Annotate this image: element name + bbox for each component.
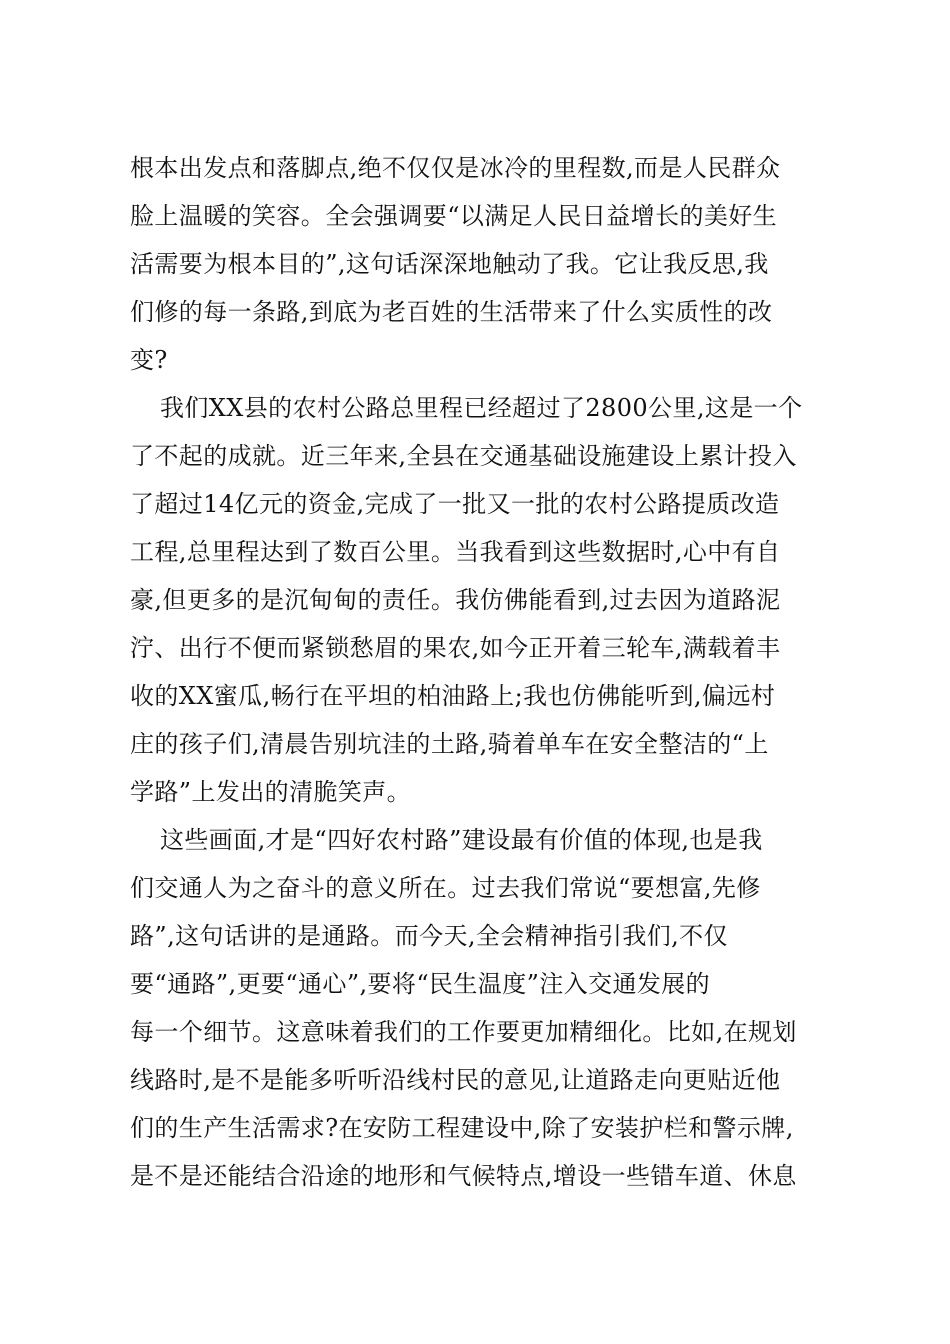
text-line: 活需要为根本目的”,这句话深深地触动了我。它让我反思,我 [130, 250, 769, 278]
text-line: 了不起的成就。近三年来,全县在交通基础设施建设上累计投入 [130, 442, 797, 470]
text-line: 们修的每一条路,到底为老百姓的生活带来了什么实质性的改 [130, 298, 773, 326]
text-line: 是不是还能结合沿途的地形和气候特点,增设一些错车道、休息 [130, 1162, 797, 1190]
text-line: 线路时,是不是能多听听沿线村民的意见,让道路走向更贴近他 [130, 1066, 781, 1094]
text-line: 学路”上发出的清脆笑声。 [130, 778, 412, 806]
text-line: 每一个细节。这意味着我们的工作要更加精细化。比如,在规划 [130, 1018, 797, 1046]
text-line: 根本出发点和落脚点,绝不仅仅是冰冷的里程数,而是人民群众 [130, 154, 781, 182]
text-line: 要“通路”,更要“通心”,要将“民生温度”注入交通发展的 [130, 970, 711, 998]
text-line: 路”,这句话讲的是通路。而今天,全会精神指引我们,不仅 [130, 922, 728, 950]
paragraph-first-line: 我们XX县的农村公路总里程已经超过了2800公里,这是一个 [160, 394, 803, 422]
text-line: 泞、出行不便而紧锁愁眉的果农,如今正开着三轮车,满载着丰 [130, 634, 781, 662]
text-line: 豪,但更多的是沉甸甸的责任。我仿佛能看到,过去因为道路泥 [130, 586, 781, 614]
text-line: 们交通人为之奋斗的意义所在。过去我们常说“要想富,先修 [130, 874, 761, 902]
text-line: 脸上温暖的笑容。全会强调要“以满足人民日益增长的美好生 [130, 202, 778, 230]
text-line: 了超过14亿元的资金,完成了一批又一批的农村公路提质改造 [130, 490, 780, 518]
text-line: 收的XX蜜瓜,畅行在平坦的柏油路上;我也仿佛能听到,偏远村 [130, 682, 776, 710]
text-line: 们的生产生活需求?在安防工程建设中,除了安装护栏和警示牌, [130, 1114, 794, 1142]
text-line: 庄的孩子们,清晨告别坑洼的土路,骑着单车在安全整洁的“上 [130, 730, 769, 758]
text-line: 变? [130, 346, 168, 374]
text-line: 工程,总里程达到了数百公里。当我看到这些数据时,心中有自 [130, 538, 781, 566]
paragraph-first-line: 这些画面,才是“四好农村路”建设最有价值的体现,也是我 [160, 826, 763, 854]
